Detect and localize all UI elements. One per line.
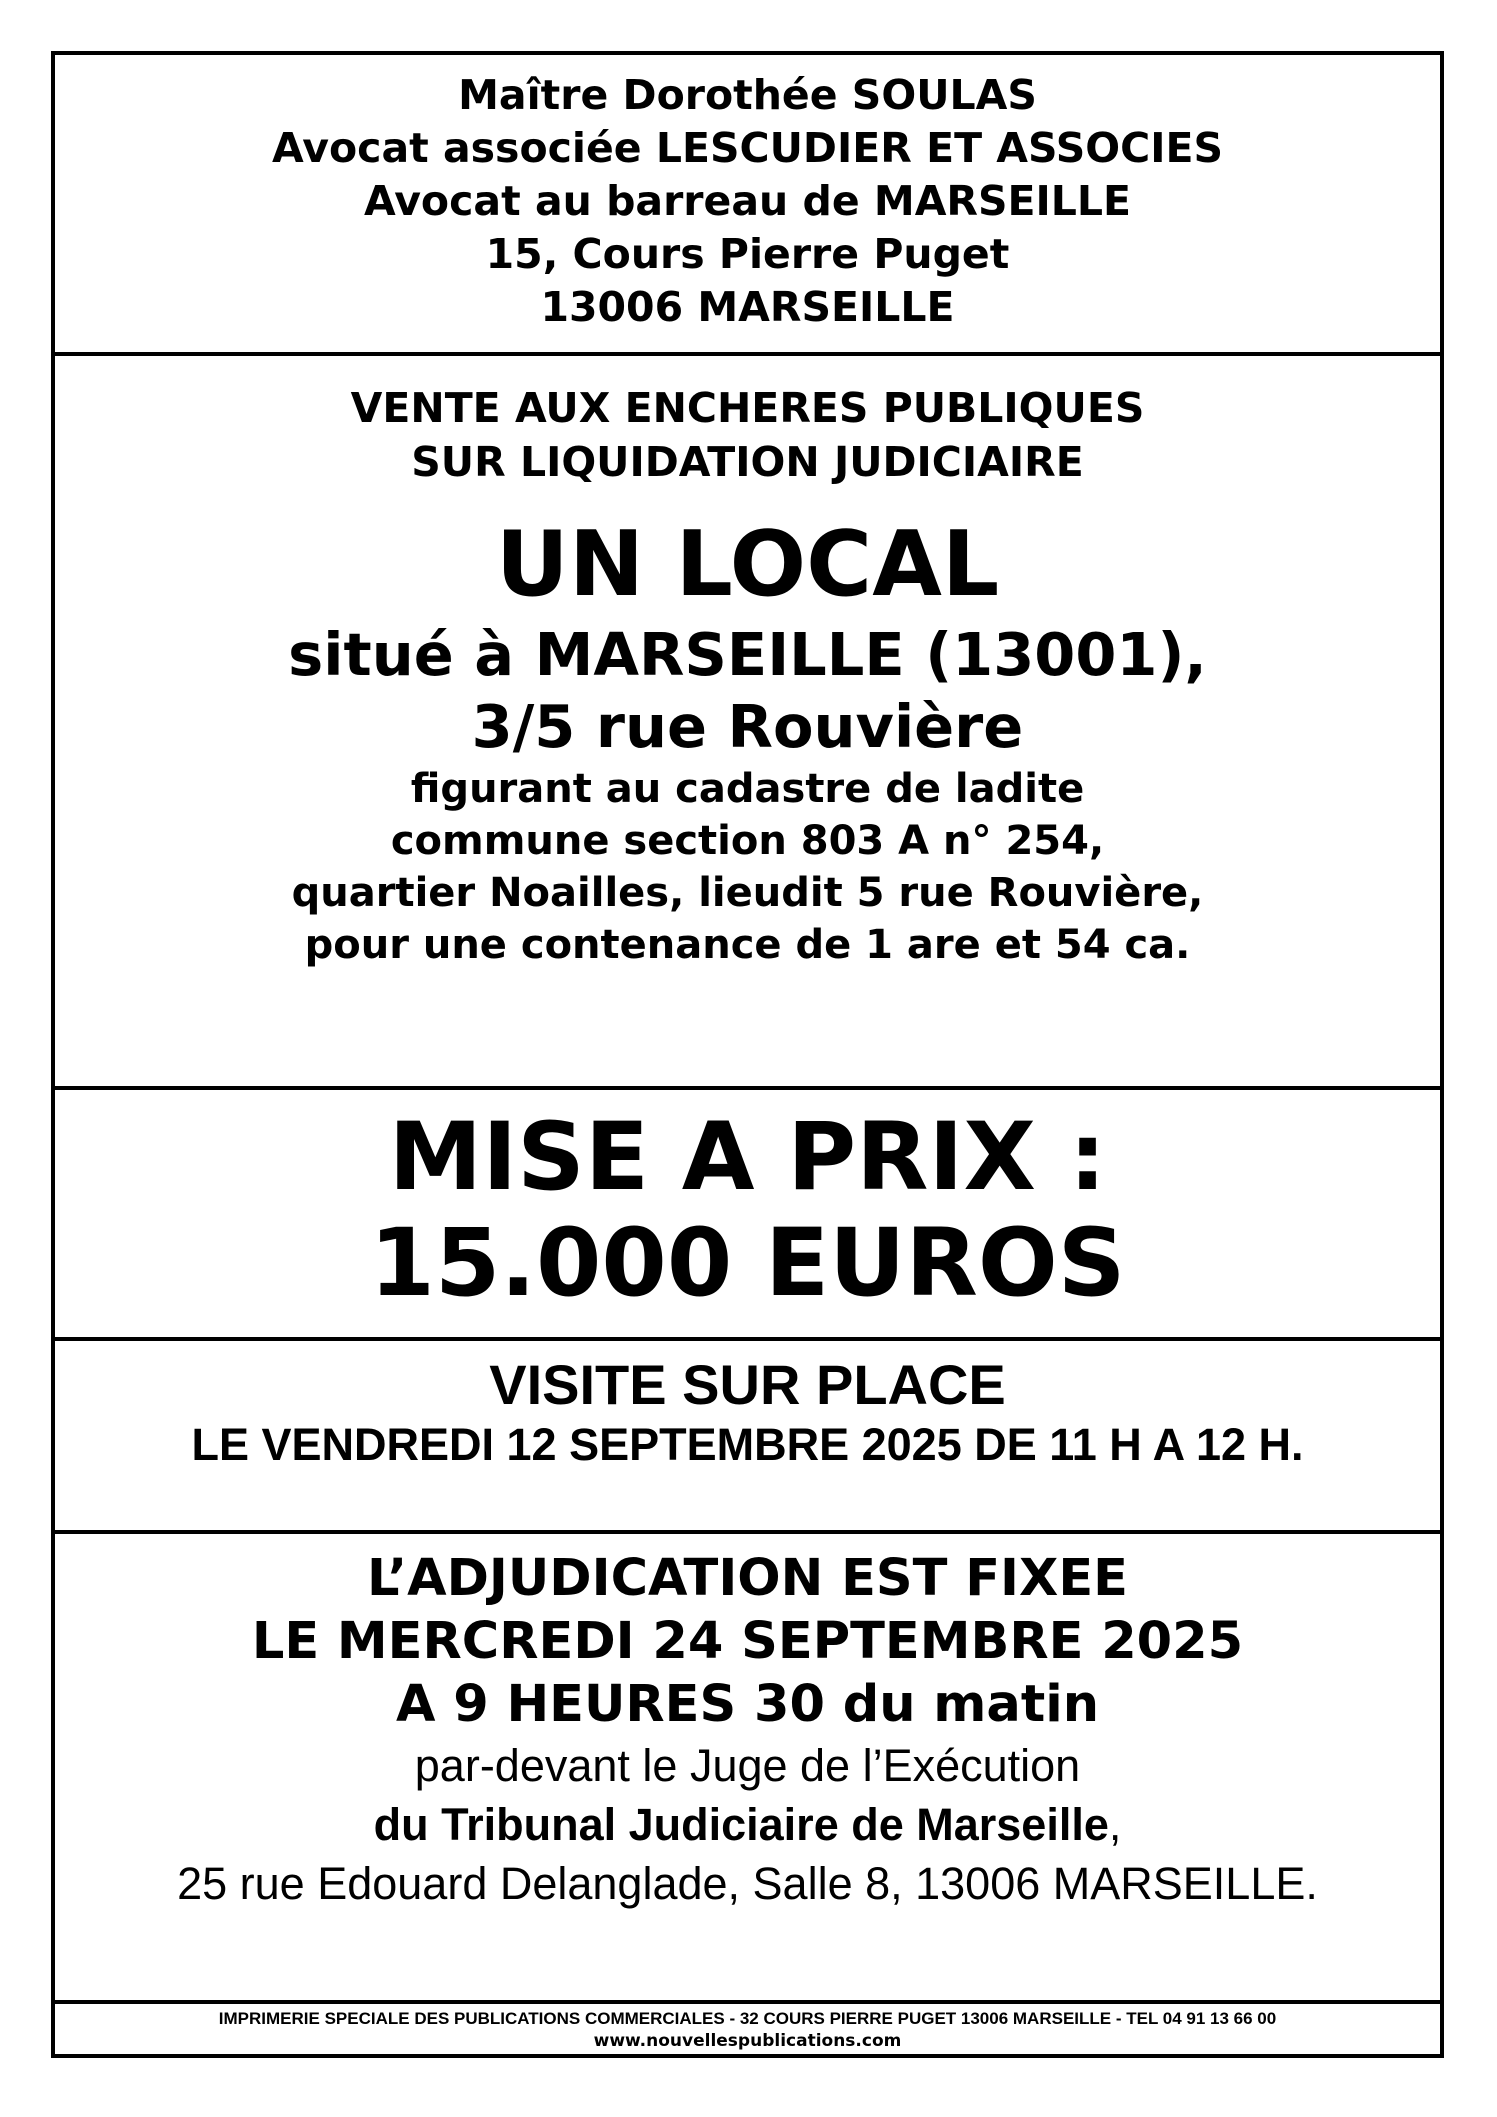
court-line (55, 1795, 1440, 1854)
property-street: 3/5 rue Rouvière (471, 692, 1024, 761)
visit-title: VISITE SUR PLACE (489, 1353, 1006, 1416)
divider-4 (55, 1530, 1440, 1534)
property-title: UN LOCAL (495, 512, 1000, 617)
price-amount: 15.000 EUROS (369, 1209, 1126, 1318)
court-comma: , (1108, 1799, 1122, 1850)
sale-type: VENTE AUX ENCHERES PUBLIQUES (350, 384, 1145, 432)
law-firm: Avocat associée LESCUDIER ET ASSOCIES (271, 124, 1223, 172)
court-name: du Tribunal Judiciaire de Marseille (373, 1799, 1109, 1850)
notice-frame (51, 51, 1444, 2058)
cadastre-line-2: commune section 803 A n° 254, (390, 818, 1105, 864)
adjudication-date: LE MERCREDI 24 SEPTEMBRE 2025 (251, 1612, 1244, 1671)
visit-date: LE VENDREDI 12 SEPTEMBRE 2025 DE 11 H A 12 H. (191, 1419, 1304, 1470)
cadastre-line-1: figurant au cadastre de ladite (410, 766, 1085, 812)
printer-website[interactable]: www.nouvellespublications.com (593, 2031, 902, 2051)
sale-type-detail: SUR LIQUIDATION JUDICIAIRE (411, 438, 1084, 486)
adjudication-title: L’ADJUDICATION EST FIXEE (366, 1549, 1129, 1608)
divider-3 (55, 1337, 1440, 1341)
adjudication-info (55, 1547, 1440, 1913)
property-location: situé à MARSEILLE (13001), (288, 620, 1207, 689)
printer-info: IMPRIMERIE SPECIALE DES PUBLICATIONS COMMERCIALES - 32 COURS PIERRE PUGET 13006 MARSEILLE - TEL 04 91 13 66 00 (218, 2009, 1277, 2028)
visit-info (55, 1352, 1440, 1472)
price-label: MISE A PRIX : (388, 1103, 1107, 1212)
cadastre-line-3: quartier Noailles, lieudit 5 rue Rouvière, (291, 870, 1204, 916)
divider-5 (55, 2000, 1440, 2004)
lawyer-header (55, 69, 1440, 334)
lawyer-city: 13006 MARSEILLE (540, 283, 955, 331)
judge-line: par-devant le Juge de l’Exécution (414, 1740, 1081, 1791)
cadastre-line-4: pour une contenance de 1 are et 54 ca. (304, 922, 1191, 968)
lawyer-name: Maître Dorothée SOULAS (458, 71, 1037, 119)
divider-2 (55, 1086, 1440, 1090)
printer-footer (55, 2007, 1440, 2053)
divider-1 (55, 352, 1440, 356)
starting-price (55, 1105, 1440, 1317)
court-address: 25 rue Edouard Delanglade, Salle 8, 13006 MARSEILLE. (177, 1858, 1318, 1909)
adjudication-time: A 9 HEURES 30 du matin (395, 1675, 1100, 1734)
lawyer-address: 15, Cours Pierre Puget (485, 230, 1010, 278)
sale-description (55, 381, 1440, 971)
bar-membership: Avocat au barreau de MARSEILLE (363, 177, 1132, 225)
